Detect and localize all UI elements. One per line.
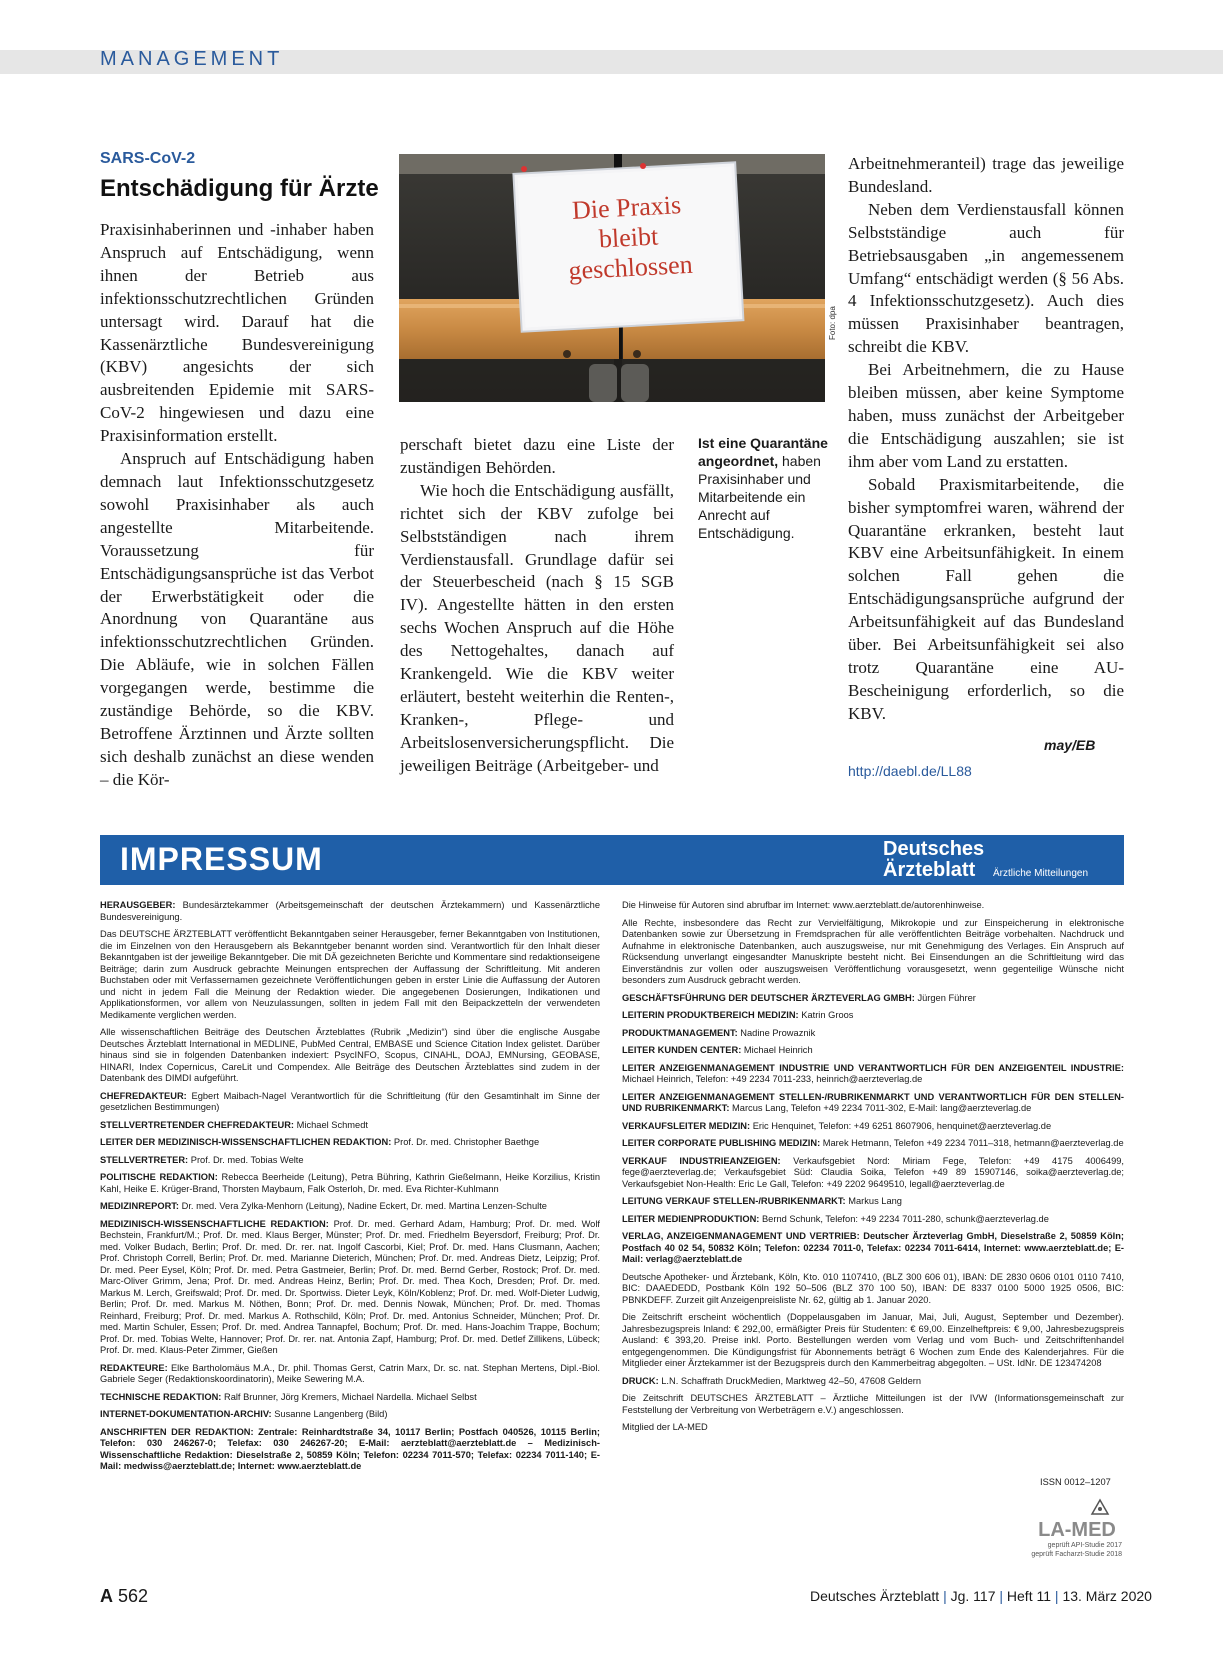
impressum-entry <box>622 918 1124 987</box>
impressum-entry <box>622 1138 1124 1150</box>
paragraph: Praxisinhaberinnen und -inhaber haben Anspruch auf Entschädigung, wenn ihnen der Betrieb aus infektionsschutzrechtlichen Gründen untersagt wird. Darauf hat die Kassenärztliche Bundesvereinigung (KBV) angesichts der sich ausbreitenden Epidemie mit SARS-CoV-2 hingewiesen und dazu eine Praxisinformation erstellt. <box>100 220 374 446</box>
impressum-entry <box>100 1392 600 1404</box>
impressum-label: VERKAUFSLEITER MEDIZIN: <box>622 1120 751 1131</box>
impressum-text: Michael Heinrich <box>743 1045 813 1055</box>
caption-text: haben Praxisinhaber und Mitarbeitende ein Anrecht auf Entschädigung. <box>698 453 821 541</box>
impressum-text: Ralf Brunner, Jörg Kremers, Michael Nardella. Michael Selbst <box>223 1391 477 1402</box>
caption-lead: Ist eine Quarantäne angeordnet, <box>698 435 828 469</box>
impressum-text: Eric Henquinet, Telefon: +49 6251 8607906, henquinet@aerzteverlag.de <box>752 1120 1052 1131</box>
impressum-label: TECHNISCHE REDAKTION: <box>100 1391 222 1402</box>
section-label: MANAGEMENT <box>100 48 284 70</box>
paragraph: Sobald Praxismitarbeitende, die bisher symptomfrei waren, während der Quarantäne erkranken, besteht laut KBV eine Arbeitsunfähigkeit. In einem solchen Fall gehen die Entschädigungsansprüche aufgrund der Arbeitsunfähigkeit auf das Bundesland über. Bei Arbeitsunfähigkeit sei also trotz Quarantäne eine AU-Bescheinigung erforderlich, so die KBV. <box>848 474 1124 723</box>
impressum-label: LEITERIN PRODUKTBEREICH MEDIZIN: <box>622 1010 799 1020</box>
impressum-label: LEITER MEDIENPRODUKTION: <box>622 1213 760 1224</box>
impressum-entry <box>100 929 600 1021</box>
impressum-text: Prof. Dr. med. Tobias Welte <box>190 1154 304 1165</box>
impressum-entry <box>622 900 1124 912</box>
impressum-entry <box>100 1091 600 1114</box>
impressum-text: Michael Heinrich, Telefon: +49 2234 7011-233, heinrich@aerzteverlag.de <box>622 1074 923 1084</box>
impressum-entry <box>622 1121 1124 1133</box>
impressum-text: Die Zeitschrift erscheint wöchentlich (Doppelausgaben im Januar, Mai, Juli, August, September und Dezember). Jahresbezugspreis Inland: € 292,00, ermäßigter Preis für Studenten: € 69,00. Einzelheftpreis: € 9,00, Jahresbezugspreis Ausland: € 393,20. Preise inkl. Porto. Bestellungen werden vom Verlag und vom Buch- und Zeitschriftenhandel entgegengenommen. Die Kündigungsfrist für Abonnements beträgt 6 Wochen zum Ende des Kalenderjahres. Für die Mitglieder einer Ärztekammer ist der Bezugspreis durch den Kammerbeitrag abgegolten. – USt. IdNr. DE 123474208 <box>622 1312 1124 1368</box>
impressum-entry <box>622 1376 1124 1388</box>
impressum-text: Die Zeitschrift DEUTSCHES ÄRZTEBLATT – Ärztliche Mitteilungen ist der IVW (Informationsgemeinschaft zur Feststellung der Verbreitung von Werbeträgern e.V.) angeschlossen. <box>622 1393 1124 1415</box>
impressum-text: Markus Lang <box>848 1196 902 1206</box>
paragraph: Neben dem Verdienstausfall können Selbstständige auch für Betriebsausgaben „in angemessenem Umfang“ entschädigt werden (§ 56 Abs. 4 Infektionsschutzgesetz). Auch dies müssen Praxisinhaber beantragen, schreibt die KBV. <box>848 199 1124 357</box>
impressum-label: LEITUNG VERKAUF STELLEN-/RUBRIKENMARKT: <box>622 1196 846 1206</box>
impressum-left-column <box>100 900 600 1479</box>
impressum-right-column <box>622 900 1124 1440</box>
impressum-text: Deutsche Apotheker- und Ärztebank, Köln, Kto. 010 1107410, (BLZ 300 606 01), IBAN: DE 2830 0606 0101 0110 7410, BIC: DAAEDEDD, Postbank Köln 192 50–506 (BLZ 370 100 50), IBAN: DE 8337 0100 5000 1925 0506, BIC: PBNKDEFF. Zurzeit gilt Anzeigenpreisliste Nr. 62, gültig ab 1. Januar 2020. <box>622 1271 1124 1305</box>
impressum-entry <box>100 1172 600 1195</box>
article-column-3 <box>848 153 1124 726</box>
impressum-entry <box>622 1092 1124 1115</box>
impressum-text: Bernd Schunk, Telefon: +49 2234 7011-280, schunk@aerzteverlag.de <box>761 1213 1049 1224</box>
separator: | <box>999 1588 1004 1604</box>
page-prefix: A <box>100 1586 113 1606</box>
lamed-seal-icon <box>1030 1498 1124 1558</box>
impressum-label: LEITER ANZEIGENMANAGEMENT INDUSTRIE UND VERANTWORTLICH FÜR DEN ANZEIGENTEIL INDUSTRIE: <box>622 1062 1124 1073</box>
impressum-label: DRUCK: <box>622 1375 659 1386</box>
footer-citation <box>810 1588 1152 1604</box>
impressum-text: Verkaufsgebiet Nord: Miriam Fege, Telefon: +49 4175 4006499, fege@aerzteverlag.de; Verkaufsgebiet Süd: Claudia Soika, Telefon +49 89 15907146, soika@aerzteverlag.de; Verkaufsgebiet Non-Health: Eric Le Gall, Telefon: +49 2202 9649510, legall@aerzteverlag.de <box>622 1155 1124 1189</box>
sign-line-3: geschlossen <box>567 249 694 286</box>
impressum-entry <box>100 1027 600 1085</box>
footer-volume: Jg. 117 <box>950 1588 996 1604</box>
impressum-entry <box>622 1045 1124 1057</box>
footer-journal: Deutsches Ärzteblatt <box>810 1588 940 1604</box>
impressum-text: Katrin Groos <box>801 1010 854 1020</box>
impressum-text: Nadine Prowaznik <box>740 1027 816 1038</box>
impressum-text: Marek Hetmann, Telefon +49 2234 7011–318, hetmann@aerzteverlag.de <box>822 1138 1124 1148</box>
impressum-entry <box>622 993 1124 1005</box>
impressum-entry <box>100 1427 600 1473</box>
impressum-text: Deutscher Ärzteverlag GmbH, Dieselstraße 2, 50859 Köln; Postfach 40 02 54, 50832 Köln; Telefon: 02234 7011-0, Telefax: 02234 7011-6414, Internet: www.aerzteblatt.de; E-Mail: verlag@aerzteblatt.de <box>622 1231 1124 1264</box>
impressum-entry <box>622 1422 1124 1434</box>
impressum-label: PRODUKTMANAGEMENT: <box>622 1027 738 1038</box>
impressum-text: Rebecca Beerheide (Leitung), Petra Bühring, Kathrin Gießelmann, Heike Korzilius, Kristin Kahl, Heike E. Krüger-Brand, Thorsten Maybaum, Falk Osterloh, Dr. med. Eva Richter-Kuhlmann <box>100 1172 600 1194</box>
impressum-text: Mitglied der LA-MED <box>622 1422 708 1432</box>
closed-practice-photo <box>399 154 825 402</box>
impressum-text: Prof. Dr. med. Christopher Baethge <box>393 1137 540 1147</box>
footer-issue: Heft 11 <box>1006 1588 1052 1604</box>
lamed-line-2: geprüft Facharzt-Studie 2018 <box>1031 1551 1122 1558</box>
impressum-text: Jürgen Führer <box>917 992 976 1003</box>
impressum-entry <box>622 1028 1124 1040</box>
impressum-entry <box>100 1155 600 1167</box>
paragraph: Wie hoch die Entschädigung ausfällt, richtet sich der KBV zufolge bei Selbstständigen nach ihrem Verdienstausfall. Grundlage dafür sei der Steuerbescheid (nach § 15 SGB IV). Angestellte hätten in den ersten sechs Wochen Anspruch auf die Höhe des Nettogehaltes, danach auf Krankengeld. Wie die KBV weiter erläutert, besteht weiterhin die Renten-, Kranken-, Pflege- und Arbeitslosenversicherungspflicht. Die jeweiligen Beiträge (Arbeitgeber- und <box>400 480 674 775</box>
photo-caption <box>698 434 830 542</box>
page-number <box>100 1586 148 1607</box>
photo-credit: Foto: dpa <box>828 306 837 340</box>
paragraph: perschaft bietet dazu eine Liste der zuständigen Behörden. <box>400 435 674 477</box>
impressum-label: VERKAUF INDUSTRIEANZEIGEN: <box>622 1155 781 1166</box>
impressum-text: Prof. Dr. med. Gerhard Adam, Hamburg; Prof. Dr. med. Wolf Bechstein, Frankfurt/M.; Prof. Dr. med. Klaus Berger, Münster; Prof. Dr. med. Friedhelm Beyersdorf, Freiburg; Prof. Dr. med. Volker Budach, Berlin; Prof. Dr. med. Dr. rer. nat. Ingolf Cascorbi, Kiel; Prof. Dr. med. Hans Clusmann, Aachen; Prof. Christoph Correll, Berlin; Prof. Dr. med. Marianne Dieterich, München; Prof. Dr. med. Andreas Dietz, Leipzig; Prof. Dr. med. Peer Eysel, Köln; Prof. Dr. med. Petra Gastmeier, Berlin; Prof. Dr. med. Bernd Gerber, Rostock; Prof. Dr. med. Marc-Oliver Grimm, Jena; Prof. Dr. med. Andreas Heinz, Berlin; Prof. Dr. med. Thea Koch, Dresden; Prof. Dr. med. Markus M. Lerch, Greifswald; Prof. Dr. med. Dr. Sportwiss. Dieter Leyk, Köln/Koblenz; Prof. Dr. med. Wolf-Dieter Ludwig, Berlin; Prof. Dr. med. Markus M. Nöthen, Bonn; Prof. Dr. med. Dennis Nowak, München; Prof. Dr. med. Thomas Reinhard, Freiburg; Prof. Dr. med. Markus A. Rothschild, Köln; Prof. Dr. med. Antonius Schneider, München; Prof. Dr. med. Martin Schuler, Essen; Prof. Dr. med. Andrea Tannapfel, Bochum; Prof. Dr. med. Hans-Joachim Trappe, Bochum; Prof. Dr. med. Tobias Welte, Hannover; Prof. Dr. rer. nat. Antonia Zapf, Hamburg; Prof. Dr. med. Detlef Zillikens, Lübeck; Prof. Dr. med. Klaus-Peter Zimmer, Gießen <box>100 1218 600 1355</box>
impressum-label: ANSCHRIFTEN DER REDAKTION: <box>100 1426 254 1437</box>
impressum-label: STELLVERTRETENDER CHEFREDAKTEUR: <box>100 1119 295 1130</box>
impressum-entry <box>622 1214 1124 1226</box>
sign-line-1: Die Praxis <box>571 190 682 225</box>
impressum-entry <box>622 1312 1124 1370</box>
sign-line-2: bleibt <box>598 221 659 254</box>
impressum-entry <box>100 1120 600 1132</box>
impressum-label: GESCHÄFTSFÜHRUNG DER DEUTSCHER ÄRZTEVERLAG GMBH: <box>622 992 915 1003</box>
impressum-entry <box>622 1196 1124 1208</box>
impressum-entry <box>100 1363 600 1386</box>
impressum-entry <box>622 1010 1124 1022</box>
separator: | <box>1054 1588 1059 1604</box>
impressum-label: VERLAG, ANZEIGENMANAGEMENT UND VERTRIEB: <box>622 1231 860 1241</box>
lamed-logo-text: LA-MED <box>1038 1519 1116 1541</box>
impressum-text: Dr. med. Vera Zylka-Menhorn (Leitung), Nadine Eckert, Dr. med. Martina Lenzen-Schulte <box>181 1201 547 1211</box>
article-column-2 <box>400 434 674 778</box>
page-number-value: 562 <box>118 1586 149 1606</box>
impressum-entry <box>100 1219 600 1357</box>
impressum-text: Alle wissenschaftlichen Beiträge des Deutschen Ärzteblattes (Rubrik „Medizin“) sind über die englische Ausgabe Deutsches Ärzteblatt International in MEDLINE, PubMed Central, EMBASE und Science Citation Index gelistet. Darüber hinaus sind sie in folgenden Datenbanken indexiert: PsycINFO, Scopus, CINAHL, DOAJ, EMNursing, GEOBASE, HINARI, Index Copernicus, CareLit und Compendex. Alle Beiträge des Deutschen Ärzteblattes sind zudem in der Datenbank des DIMDI aufgeführt. <box>100 1027 600 1083</box>
impressum-entry <box>622 1231 1124 1266</box>
separator: | <box>943 1588 947 1604</box>
impressum-entry <box>100 1137 600 1149</box>
impressum-entry <box>100 1201 600 1213</box>
article-photo <box>399 154 825 402</box>
impressum-entry <box>100 1409 600 1421</box>
impressum-text: L.N. Schaffrath DruckMedien, Marktweg 42–50, 47608 Geldern <box>661 1375 922 1386</box>
impressum-label: MEDIZINISCH-WISSENSCHAFTLICHE REDAKTION: <box>100 1218 329 1229</box>
impressum-label: INTERNET-DOKUMENTATION-ARCHIV: <box>100 1409 272 1419</box>
impressum-entry <box>622 1393 1124 1416</box>
brand-logo-line-1: Deutsches <box>883 838 985 860</box>
impressum-text: Die Hinweise für Autoren sind abrufbar im Internet: www.aerzteblatt.de/autorenhinweise. <box>622 900 985 910</box>
impressum-label: LEITER CORPORATE PUBLISHING MEDIZIN: <box>622 1138 821 1148</box>
impressum-entry <box>622 1272 1124 1307</box>
article-kicker: SARS-CoV-2 <box>100 150 196 167</box>
impressum-label: MEDIZINREPORT: <box>100 1201 180 1211</box>
article-link[interactable]: http://daebl.de/LL88 <box>848 763 972 779</box>
issn: ISSN 0012–1207 <box>1040 1477 1111 1487</box>
impressum-text: Marcus Lang, Telefon +49 2234 7011-302, E-Mail: lang@aerzteverlag.de <box>732 1103 1032 1113</box>
article-title: Entschädigung für Ärzte <box>100 175 379 202</box>
brand-logo-line-2: Ärzteblatt <box>883 859 976 881</box>
impressum-text: Michael Schmedt <box>296 1119 368 1130</box>
paragraph: Bei Arbeitnehmern, die zu Hause bleiben müssen, aber keine Symptome haben, muss zunächst der Arbeitgeber die Entschädigung auszahlen; sie ist ihm aber vom Land zu erstatten. <box>848 360 1124 471</box>
impressum-label: LEITER KUNDEN CENTER: <box>622 1045 742 1055</box>
impressum-text: Das DEUTSCHE ÄRZTEBLATT veröffentlicht Bekanntgaben seiner Herausgeber, ferner Bekanntgaben von Institutionen, die im Einzelnen von den Herausgebern als Bekanntgeber benannt worden sind. Verantwortlich für den Inhalt dieser Bekanntgaben ist der jeweilige Bekanntgeber. Die mit DÄ gezeichneten Berichte und Kommentare sind redaktionseigene Beiträge; darin zum Ausdruck gebrachte Meinungen entsprechen der Auffassung der Schriftleitung. Mit anderen Buchstaben oder mit Verfassernamen gezeichnete Veröffentlichungen geben in erster Linie die Auffassung der Autoren und nicht in jedem Fall die Meinung der Redaktion wieder. Die angegebenen Dosierungen, Indikationen und Applikationsformen, vor allem von Neuzulassungen, sollten in jedem Fall mit den Beipackzetteln der verwendeten Medikamente verglichen werden. <box>100 929 600 1020</box>
impressum-text: Susanne Langenberg (Bild) <box>274 1409 388 1419</box>
impressum-label: POLITISCHE REDAKTION: <box>100 1172 218 1182</box>
article-column-1 <box>100 219 374 792</box>
impressum-entry <box>622 1156 1124 1191</box>
impressum-entry <box>100 900 600 923</box>
impressum-label: LEITER ANZEIGENMANAGEMENT STELLEN-/RUBRIKENMARKT UND VERANTWORTLICH FÜR DEN STELLEN- UND RUBRIKENMARKT: <box>622 1091 1124 1113</box>
impressum-text: Elke Bartholomäus M.A., Dr. phil. Thomas Gerst, Catrin Marx, Dr. sc. nat. Stephan Mertens, Dipl.-Biol. Gabriele Seger (Redaktionskoordinatorin), Meike Sewering M.A. <box>100 1362 600 1384</box>
impressum-text: Egbert Maibach-Nagel Verantwortlich für die Schriftleitung (für den Gesamtinhalt im Sinne der gesetzlichen Bestimmungen) <box>100 1090 600 1112</box>
lamed-line-1: geprüft API-Studie 2017 <box>1047 1542 1122 1549</box>
impressum-title: IMPRESSUM <box>120 841 323 877</box>
footer-date: 13. März 2020 <box>1062 1588 1152 1604</box>
paragraph: Anspruch auf Entschädigung haben demnach laut Infektionsschutzgesetz sowohl Praxisinhaber als auch angestellte Mitarbeitende. Voraussetzung für Entschädigungsansprüche ist das Verbot der Erwerbstätigkeit oder die Anordnung von Quarantäne aus infektionsschutzrechtlichen Gründen. Die Abläufe, wie in solchen Fällen vorgegangen werde, bestimme die zuständige Behörde, so die KBV. Betroffene Ärztinnen und Ärzte sollten sich deshalb zunächst an diese wenden – die Kör- <box>100 449 374 789</box>
impressum-label: LEITER DER MEDIZINISCH-WISSENSCHAFTLICHEN REDAKTION: <box>100 1137 392 1147</box>
brand-subtitle: Ärztliche Mitteilungen <box>993 868 1089 879</box>
author-signature: may/EB <box>1044 737 1096 753</box>
impressum-text: Alle Rechte, insbesondere das Recht zur Vervielfältigung, Mikrokopie und zur Einspeicherung in elektronische Datenbanken sowie zur Übersetzung in Fremdsprachen für alle veröffentlichten Beiträge vorbehalten. Nachdruck und Aufnahme in elektronische Datenbanken, auch auszugsweise, nur mit Genehmigung des Verlages. Ein Anspruch auf Rücksendung unverlangt eingesandter Manuskripte besteht nicht. Bei Einsendungen an die Schriftleitung wird das Einverständnis zur vollen oder auszugsweisen Veröffentlichung vorausgesetzt, wenn gegenteilige Wünsche nicht besonders zum Ausdruck gebracht werden. <box>622 917 1124 985</box>
impressum-entry <box>622 1063 1124 1086</box>
impressum-text: Bundesärztekammer (Arbeitsgemeinschaft der deutschen Ärztekammern) und Kassenärztliche Bundesvereinigung. <box>100 900 600 922</box>
impressum-label: REDAKTEURE: <box>100 1362 168 1373</box>
impressum-text: Zentrale: Reinhardtstraße 34, 10117 Berlin; Postfach 040526, 10115 Berlin; Telefon: 030 246267-0; Telefax: 030 246267-20; E-Mail: aerzteblatt@aerzteblatt.de – Medizinisch-Wissenschaftliche Redaktion: Dieselstraße 2, 50859 Köln; Telefon: 02234 7011-570; Telefax: 02234 7011-140; E-Mail: medwiss@aerzteblatt.de; Internet: www.aerzteblatt.de <box>100 1426 600 1471</box>
impressum-label: CHEFREDAKTEUR: <box>100 1090 187 1101</box>
impressum-label: STELLVERTRETER: <box>100 1154 189 1165</box>
impressum-label: HERAUSGEBER: <box>100 900 176 910</box>
paragraph: Arbeitnehmeranteil) trage das jeweilige Bundesland. <box>848 154 1124 196</box>
lamed-logo <box>1030 1498 1124 1558</box>
